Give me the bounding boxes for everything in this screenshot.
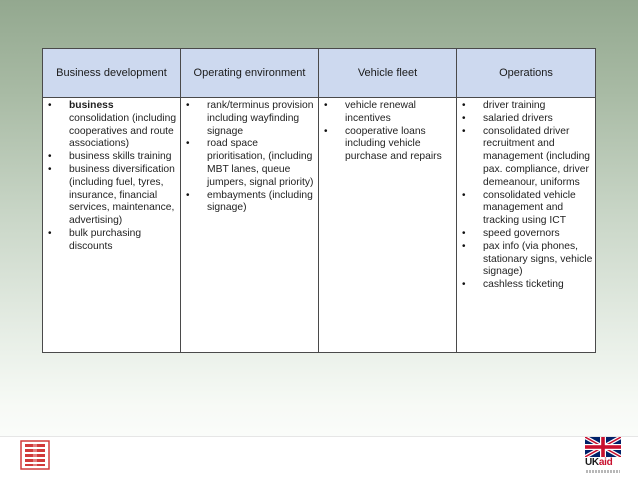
- cell-operating-environment: [181, 98, 319, 353]
- footer-bar: [0, 436, 638, 480]
- table-row: [43, 98, 596, 353]
- list-item: • salaried drivers: [457, 113, 595, 126]
- list-item: • business skills training: [43, 151, 180, 164]
- ukaid-wordmark: [585, 458, 621, 468]
- list-item: • embayments (including signage): [181, 190, 318, 216]
- ukaid-logo: [585, 437, 621, 477]
- list-item: • business diversification (including fuel, tyres, insurance, financial services, maintenance, advertising): [43, 164, 180, 228]
- list-item: • pax info (via phones, stationary signs, vehicle signage): [457, 241, 595, 279]
- list-item: • cashless ticketing: [457, 279, 595, 292]
- list-item-text: consolidation (including cooperatives and route associations): [69, 112, 177, 150]
- list-item: [43, 100, 180, 151]
- cell-operations: [457, 98, 596, 353]
- header-operating-environment: Operating environment: [181, 49, 319, 98]
- union-jack-flag-icon: [585, 437, 621, 457]
- list-item: • bulk purchasing discounts: [43, 228, 180, 254]
- header-vehicle-fleet: Vehicle fleet: [319, 49, 457, 98]
- list-item: • road space prioritisation, (including MBT lanes, queue jumpers, signal priority): [181, 138, 318, 189]
- content-table: [42, 48, 596, 353]
- cell-business-development: [43, 98, 181, 353]
- cell-vehicle-fleet: [319, 98, 457, 353]
- content-table-container: [42, 48, 595, 353]
- bullet-list: [181, 100, 318, 215]
- organisation-logo-icon: [20, 440, 50, 470]
- list-item-emphasis: business: [69, 100, 114, 111]
- list-item: • rank/terminus provision including wayfinding signage: [181, 100, 318, 138]
- ukaid-wordmark-aid: aid: [598, 457, 613, 468]
- ukaid-wordmark-uk: UK: [585, 457, 599, 468]
- bullet-list: [319, 100, 456, 164]
- organisation-logo-graphic: [20, 440, 50, 470]
- header-business-development: Business development: [43, 49, 181, 98]
- list-item: • consolidated driver recruitment and management (including pax. compliance, driver demeanour, uniforms: [457, 126, 595, 190]
- bullet-list: [457, 100, 595, 292]
- list-item: • cooperative loans including vehicle purchase and repairs: [319, 126, 456, 164]
- ukaid-small-print: [586, 470, 620, 473]
- list-item: • speed governors: [457, 228, 595, 241]
- list-item: • consolidated vehicle management and tracking using ICT: [457, 190, 595, 228]
- bullet-list: [43, 100, 180, 254]
- list-item: • driver training: [457, 100, 595, 113]
- header-operations: Operations: [457, 49, 596, 98]
- list-item: • vehicle renewal incentives: [319, 100, 456, 126]
- table-header-row: [43, 49, 596, 98]
